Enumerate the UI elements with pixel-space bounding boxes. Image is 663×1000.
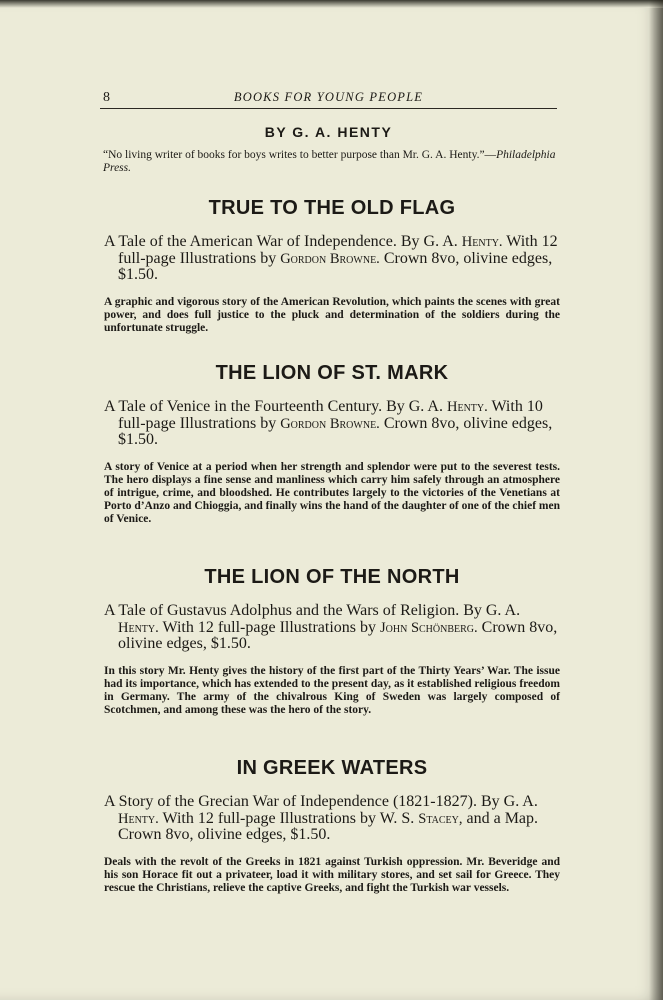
quote-text: “No living writer of books for boys writes to better purpose than Mr. G. A. Henty.”—: [103, 149, 497, 161]
desc-text: With 12 full-page Illustrations by W. S.: [158, 809, 419, 827]
illustrator-name: Gordon Browne.: [280, 415, 380, 432]
quote-source: Philadelphia Press.: [103, 149, 556, 174]
page-top-edge: [0, 0, 663, 8]
book-entry: [104, 362, 560, 527]
book-blurb: A graphic and vigorous story of the American Revolution, which paints the scenes with great power, and does full justice to the pluck and determination of the soldiers during the unfortunate struggle.: [104, 295, 560, 334]
running-title: BOOKS FOR YOUNG PEOPLE: [233, 90, 424, 104]
running-header: [100, 88, 557, 109]
desc-text: A Tale of Gustavus Adolphus and the Wars of Religion. By G. A.: [104, 602, 521, 619]
author-name: Henty.: [446, 399, 488, 415]
illustrator-name: Stacey,: [418, 810, 463, 827]
book-title: THE LION OF ST. MARK: [215, 362, 449, 384]
book-description: [104, 603, 560, 653]
author-name: Henty.: [118, 619, 159, 636]
book-blurb: A story of Venice at a period when her strength and splendor were put to the severest tests. The hero displays a fine sense and manliness which carry him safely through an atmosphere of intrigue, crime, and bloodshed. He contributes largely to the victories of the Venetians at Porto d’Anzo and Chioggia, and finally wins the hand of the daughter of one of the chief men of Venice.: [104, 460, 560, 526]
author-name: Henty.: [461, 234, 503, 250]
desc-text: With 12 full-page Illustrations by: [158, 618, 381, 636]
author-heading: BY G. A. HENTY: [264, 124, 393, 140]
press-quote: [103, 149, 558, 175]
desc-text: Crown 8vo, olivine edges, $1.50.: [118, 414, 553, 448]
book-blurb: Deals with the revolt of the Greeks in 1821 against Turkish oppression. Mr. Beveridge and his son Horace fit out a privateer, load it with military stores, and set sail for Greece. They rescue the Christians, relieve the captive Greeks, and fight the Turkish war vessels.: [104, 855, 560, 894]
desc-text: and a Map. Crown 8vo, olivine edges, $1.50.: [118, 809, 539, 843]
book-title: THE LION OF THE NORTH: [204, 566, 460, 588]
illustrator-name: Gordon Browne.: [280, 250, 380, 267]
book-title: IN GREEK WATERS: [236, 757, 428, 779]
desc-text: Crown 8vo, olivine edges, $1.50.: [118, 618, 558, 652]
book-blurb: In this story Mr. Henty gives the history of the first part of the Thirty Years’ War. The issue had its importance, which has extended to the present day, as it established religious freedom in Germany. The army of the chivalrous King of Sweden was largely composed of Scotchmen, and among these was the hero of the story.: [104, 664, 560, 717]
book-description: [104, 794, 560, 844]
author-name: Henty.: [118, 810, 159, 827]
page-number: 8: [103, 90, 110, 105]
desc-text: A Tale of Venice in the Fourteenth Century. By G. A.: [104, 398, 443, 415]
desc-text: With 10 full-page Illustrations by: [118, 398, 543, 432]
book-description: [104, 399, 560, 449]
book-entry: [104, 197, 560, 335]
book-title: TRUE TO THE OLD FLAG: [208, 197, 456, 219]
illustrator-name: John Schönberg.: [380, 619, 478, 636]
desc-text: A Tale of the American War of Independence. By G. A.: [104, 233, 458, 250]
desc-text: With 12 full-page Illustrations by: [118, 233, 558, 267]
book-description: [104, 234, 560, 284]
desc-text: A Story of the Grecian War of Independence (1821-1827). By G. A.: [104, 793, 538, 810]
desc-text: Crown 8vo, olivine edges, $1.50.: [118, 249, 553, 283]
book-entry: [104, 566, 560, 717]
book-entry: [104, 757, 560, 895]
